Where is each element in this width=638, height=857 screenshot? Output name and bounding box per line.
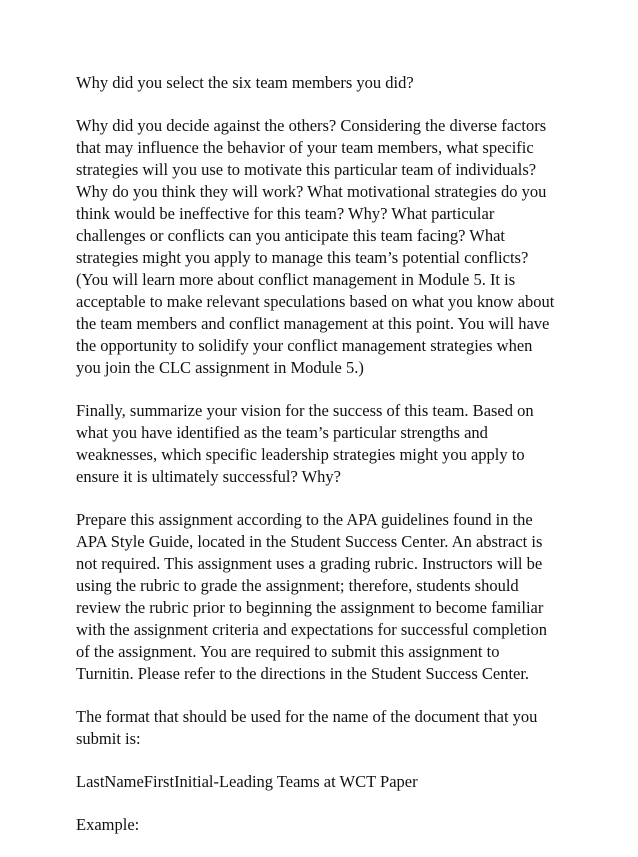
text-line: acceptable to make relevant speculations based on what you know about [76,292,555,311]
paragraph-2 [76,115,576,379]
text-line: Why did you decide against the others? Considering the diverse factors [76,116,547,135]
text-line: APA Style Guide, located in the Student Success Center. An abstract is [76,532,543,551]
text-line: (You will learn more about conflict management in Module 5. It is [76,270,516,289]
paragraph-4 [76,509,576,685]
text-line: The format that should be used for the name of the document that you [76,707,538,726]
text-line: Example: [76,815,140,834]
text-line: Prepare this assignment according to the APA guidelines found in the [76,510,533,529]
text-line: using the rubric to grade the assignment; therefore, students should [76,576,519,595]
text-line: that may influence the behavior of your team members, what specific [76,138,534,157]
text-line: what you have identified as the team’s particular strengths and [76,423,488,442]
text-line: Why did you select the six team members you did? [76,73,414,92]
text-line: weaknesses, which specific leadership strategies might you apply to [76,445,525,464]
paragraph-5 [76,706,576,750]
text-line: ensure it is ultimately successful? Why? [76,467,341,486]
paragraph-3 [76,400,576,488]
text-line: strategies will you use to motivate this particular team of individuals? [76,160,537,179]
paragraph-7 [76,814,576,836]
text-line: challenges or conflicts can you anticipate this team facing? What [76,226,505,245]
text-line: think would be ineffective for this team? Why? What particular [76,204,495,223]
text-line: submit is: [76,729,141,748]
text-line: Finally, summarize your vision for the success of this team. Based on [76,401,534,420]
paragraph-6 [76,771,576,793]
text-line: review the rubric prior to beginning the assignment to become familiar [76,598,544,617]
text-line: you join the CLC assignment in Module 5.) [76,358,364,377]
paragraph-1 [76,72,576,94]
text-line: LastNameFirstInitial-Leading Teams at WCT Paper [76,772,418,791]
text-line: with the assignment criteria and expectations for successful completion [76,620,548,639]
text-line: strategies might you apply to manage this team’s potential conflicts? [76,248,529,267]
text-line: of the assignment. You are required to submit this assignment to [76,642,500,661]
text-line: the opportunity to solidify your conflict management strategies when [76,336,533,355]
text-line: Why do you think they will work? What motivational strategies do you [76,182,547,201]
text-line: Turnitin. Please refer to the directions in the Student Success Center. [76,664,530,683]
text-line: the team members and conflict management at this point. You will have [76,314,550,333]
document-body [76,72,576,857]
text-line: not required. This assignment uses a grading rubric. Instructors will be [76,554,543,573]
